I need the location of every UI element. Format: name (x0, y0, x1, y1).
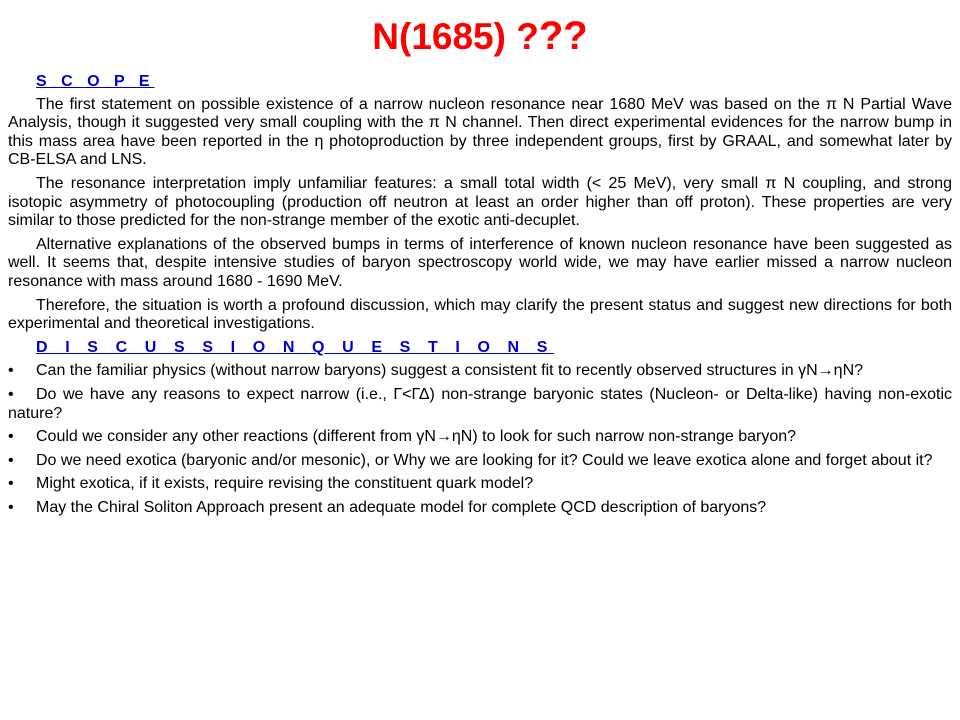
bullet-icon: • (8, 428, 14, 446)
bullet-icon: • (8, 362, 14, 380)
question-text: Can the familiar physics (without narrow baryons) suggest a consistent fit to recently observed structures in γN→ηN? (36, 362, 864, 380)
scope-paragraph-3: Alternative explanations of the observed bumps in terms of interference of known nucleon resonance have been suggested as well. It seems that, despite intensive studies of baryon spectroscopy world wide, we may have earlier missed a narrow nucleon resonance with mass around 1680 - 1690 MeV. (8, 235, 952, 290)
bullet-icon: • (8, 451, 14, 469)
scope-paragraph-4: Therefore, the situation is worth a profound discussion, which may clarify the present status and suggest new directions for both experimental and theoretical investigations. (8, 296, 952, 333)
question-item (8, 428, 952, 447)
scope-paragraph-2: The resonance interpretation imply unfamiliar features: a small total width (< 25 MeV), very small π N coupling, and strong isotopic asymmetry of photocoupling (production off neutron at least an order higher than off proton). These properties are very similar to those predicted for the non-strange member of the exotic anti-decuplet. (8, 174, 952, 230)
question-item (8, 499, 952, 518)
bullet-icon: • (8, 498, 14, 516)
question-text: Might exotica, if it exists, require revising the constituent quark model? (36, 475, 534, 493)
title-question-marks: ?? (538, 14, 588, 58)
question-text: Do we need exotica (baryonic and/or mesonic), or Why we are looking for it? Could we leave exotica alone and forget about it? (36, 451, 933, 469)
question-text: Could we consider any other reactions (different from γN→ηN) to look for such narrow non-strange baryon? (36, 428, 797, 446)
scope-paragraph-1: The first statement on possible existence of a narrow nucleon resonance near 1680 MeV was based on the π N Partial Wave Analysis, though it suggested very small coupling with the π N channel. Then direct experimental evidences for the narrow bump in this mass area have been reported in the η photoproduction by three independent groups, first by GRAAL, and somewhat later by CB-ELSA and LNS. (8, 95, 952, 169)
bullet-icon: • (8, 475, 14, 493)
slide-title (0, 14, 960, 59)
slide-content (8, 73, 952, 517)
question-text: Do we have any reasons to expect narrow (i.e., Γ<ΓΔ) non-strange baryonic states (Nucleon- or Delta-like) having non-exotic nature? (8, 385, 952, 422)
question-item (8, 452, 952, 471)
question-text: May the Chiral Soliton Approach present an adequate model for complete QCD description of baryons? (36, 498, 767, 516)
discussion-heading: D I S C U S S I O N Q U E S T I O N S (36, 338, 555, 356)
question-item (8, 362, 952, 381)
question-item (8, 386, 952, 423)
bullet-icon: • (8, 385, 14, 403)
title-main: N(1685) ? (372, 16, 539, 57)
discussion-questions-list (8, 362, 952, 517)
question-item (8, 475, 952, 494)
scope-heading: S C O P E (36, 73, 155, 90)
